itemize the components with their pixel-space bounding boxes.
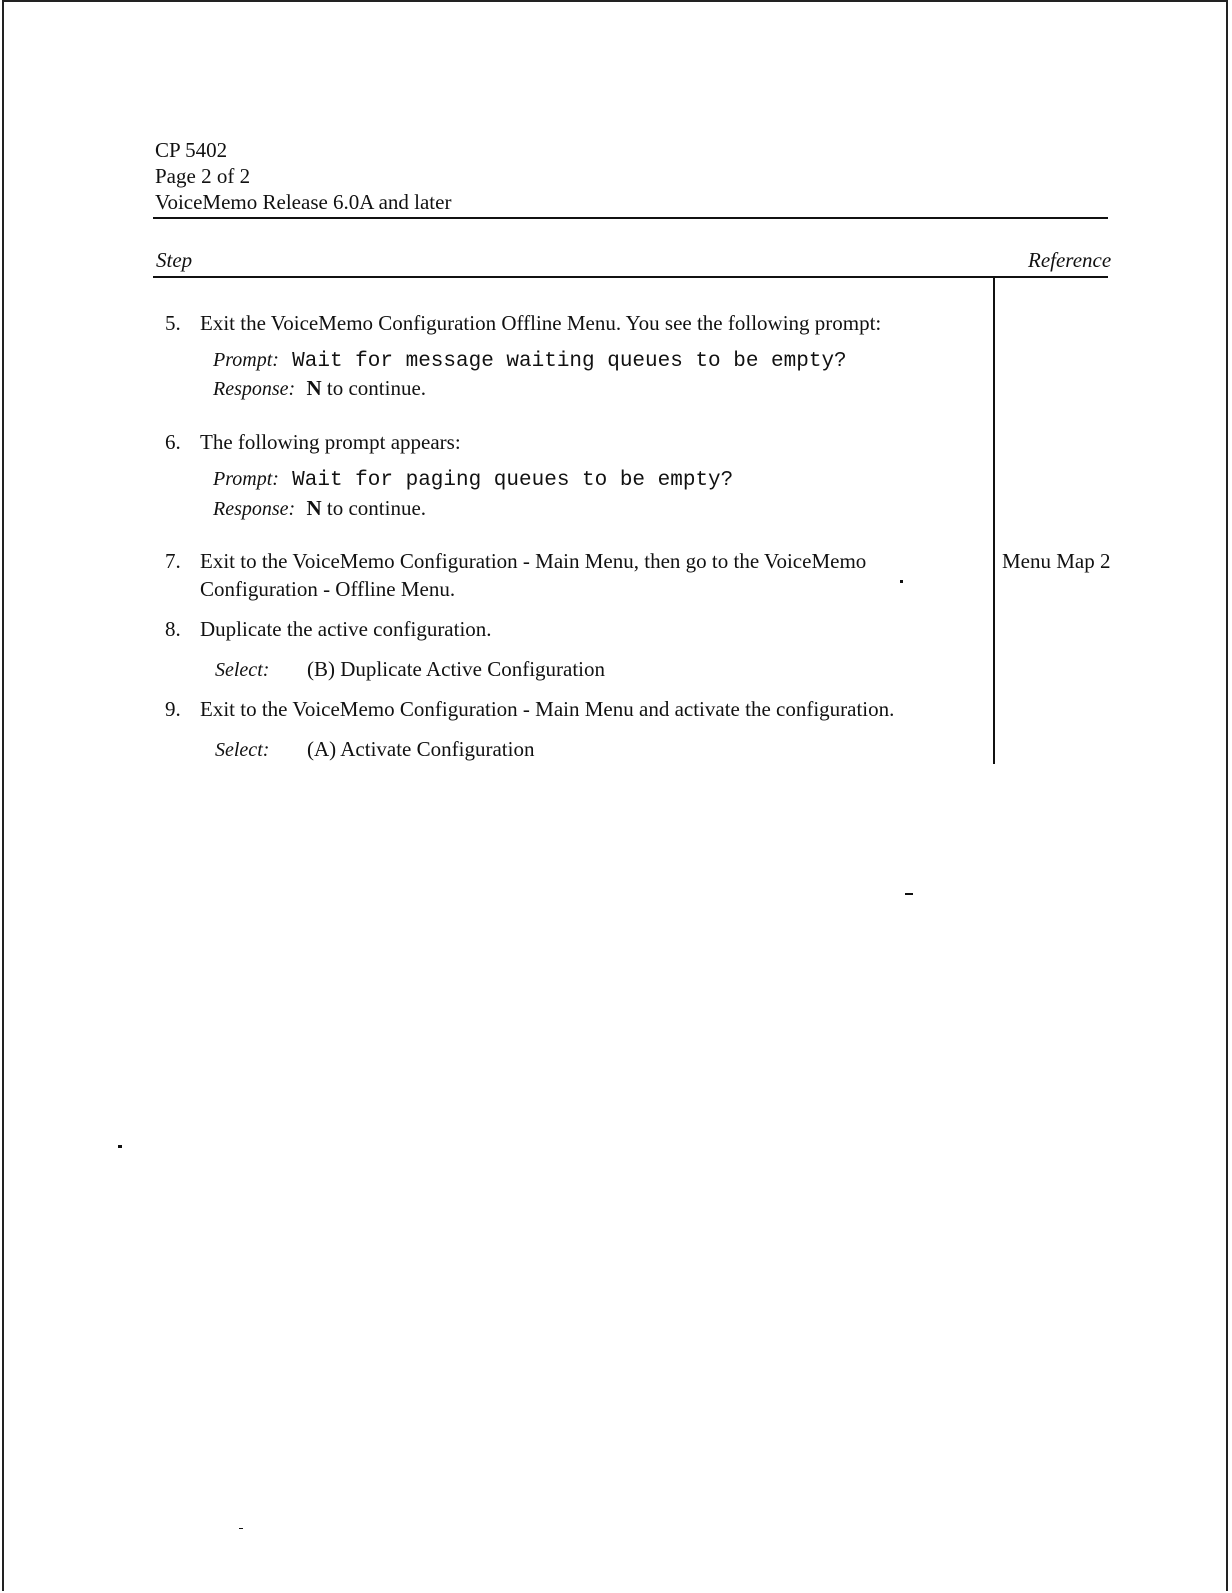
step-8-number: 8. [165, 617, 181, 641]
select-label: Select: [215, 659, 270, 681]
step-6-prompt [213, 466, 733, 492]
select-label: Select: [215, 739, 270, 761]
step-7-text-line1: Exit to the VoiceMemo Configuration - Main Menu, then go to the VoiceMemo [200, 549, 867, 573]
response-label: Response: [213, 378, 296, 400]
response-label: Response: [213, 498, 296, 520]
step-5-response [213, 376, 426, 401]
response-text: to continue. [321, 376, 427, 400]
step-8-select [215, 657, 606, 682]
step-5-prompt [213, 347, 847, 373]
step-7-text-line2: Configuration - Offline Menu. [200, 577, 456, 601]
step-8-text: Duplicate the active configuration. [200, 617, 492, 641]
prompt-label: Prompt: [213, 468, 279, 490]
column-heading-rule [153, 276, 1108, 278]
step-column-heading: Step [156, 248, 193, 272]
step-7-reference: Menu Map 2 [1002, 549, 1111, 573]
page-border [2, 0, 1228, 1591]
step-6-text: The following prompt appears: [200, 430, 461, 454]
select-text: (A) Activate Configuration [307, 737, 535, 761]
release-info: VoiceMemo Release 6.0A and later [155, 190, 452, 214]
scan-speck [118, 1145, 122, 1148]
response-key: N [306, 496, 322, 520]
response-text: to continue. [321, 496, 427, 520]
select-text: (B) Duplicate Active Configuration [307, 657, 606, 681]
step-6-number: 6. [165, 430, 181, 454]
scan-speck [239, 1528, 243, 1529]
reference-column-heading: Reference [1028, 248, 1112, 272]
page-number: Page 2 of 2 [155, 164, 251, 188]
response-key: N [306, 376, 322, 400]
header-rule [153, 217, 1108, 219]
scan-speck [900, 580, 903, 583]
document-header [155, 137, 451, 215]
prompt-text: Wait for message waiting queues to be empty? [292, 350, 847, 373]
step-9-select [215, 737, 535, 762]
prompt-text: Wait for paging queues to be empty? [292, 469, 734, 492]
step-5-number: 5. [165, 311, 181, 335]
step-5-text: Exit the VoiceMemo Configuration Offline Menu. You see the following prompt: [200, 311, 882, 335]
reference-column-divider [993, 278, 995, 764]
step-7-number: 7. [165, 549, 181, 573]
scan-speck [905, 893, 913, 895]
doc-id: CP 5402 [155, 138, 228, 162]
step-9-text: Exit to the VoiceMemo Configuration - Main Menu and activate the configuration. [200, 697, 895, 721]
prompt-label: Prompt: [213, 349, 279, 371]
step-9-number: 9. [165, 697, 181, 721]
step-6-response [213, 496, 426, 521]
